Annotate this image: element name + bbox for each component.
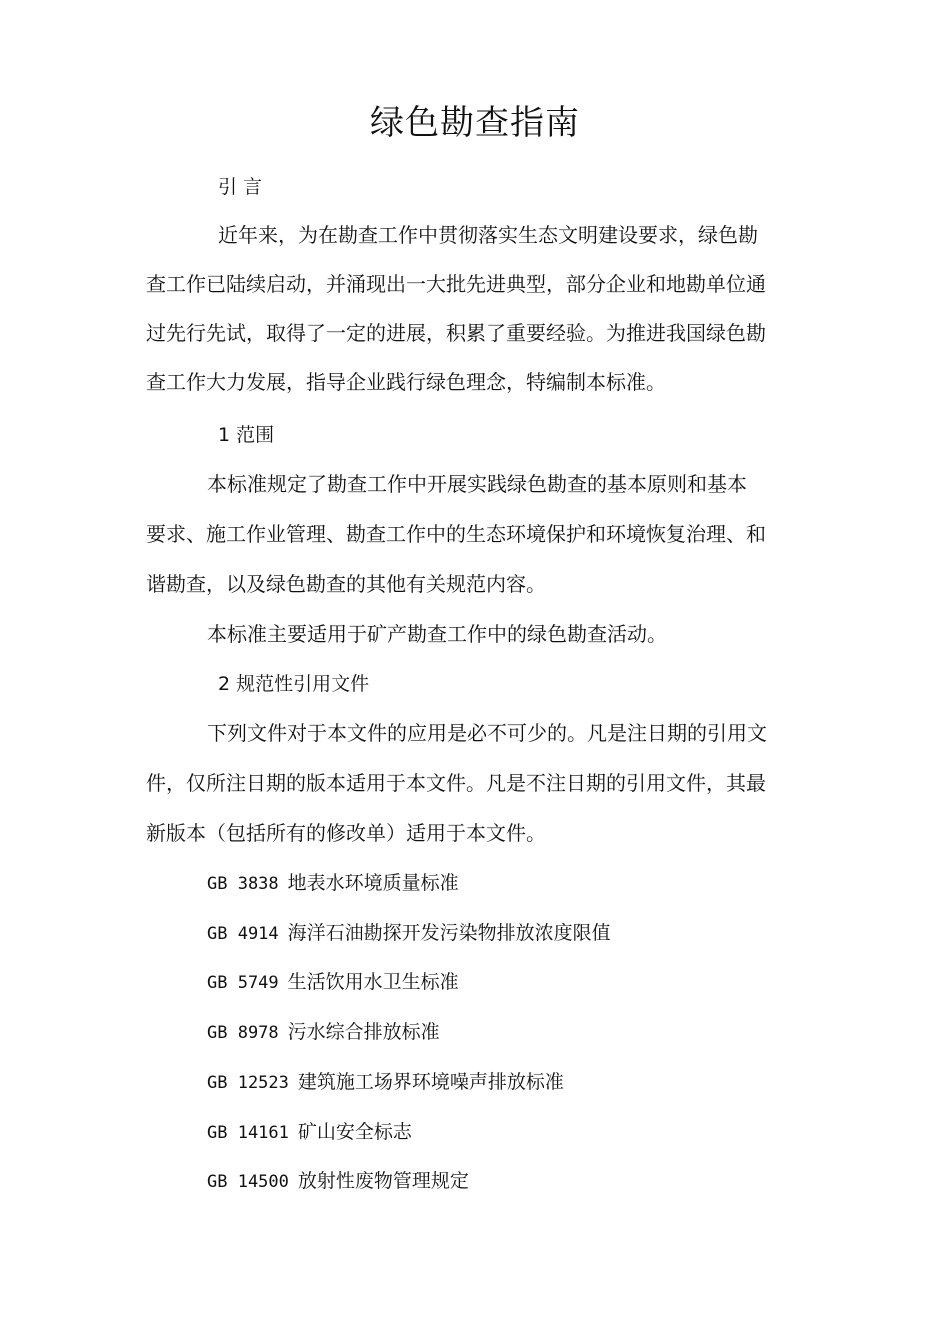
standard-code: GB 12523 [207,1073,289,1093]
standard-code: GB 8978 [207,1023,279,1043]
section-1-line-1: 本标准规定了勘查工作中开展实践绿色勘查的基本原则和基本 [207,472,747,496]
document-title: 绿色勘查指南 [370,103,580,143]
standard-item [207,1119,412,1146]
section-1-line-4: 本标准主要适用于矿产勘查工作中的绿色勘查活动。 [207,622,667,646]
intro-line-2: 查工作已陆续启动，并涌现出一大批先进典型，部分企业和地勘单位通 [146,272,766,296]
section-1-line-2: 要求、施工作业管理、勘查工作中的生态环境保护和环境恢复治理、和 [146,522,766,546]
standard-item [207,870,459,897]
standard-name: 污水综合排放标准 [287,1021,440,1043]
intro-line-3: 过先行先试，取得了一定的进展，积累了重要经验。为推进我国绿色勘 [146,321,766,345]
standard-name: 地表水环境质量标准 [287,872,459,894]
section-1-line-3: 谐勘查，以及绿色勘查的其他有关规范内容。 [146,572,546,596]
intro-line-1: 近年来，为在勘查工作中贯彻落实生态文明建设要求，绿色勘 [218,223,758,247]
standard-name: 建筑施工场界环境噪声排放标准 [297,1071,564,1093]
section-2-line-3: 新版本（包括所有的修改单）适用于本文件。 [146,821,546,845]
section-2-heading: 2 规范性引用文件 [218,673,370,695]
standard-item [207,969,459,996]
intro-heading: 引 言 [218,176,263,198]
section-2-line-1: 下列文件对于本文件的应用是必不可少的。凡是注日期的引用文 [207,721,767,745]
standard-code: GB 14500 [207,1172,289,1192]
section-2-line-2: 件，仅所注日期的版本适用于本文件。凡是不注日期的引用文件，其最 [146,771,766,795]
standard-item [207,1069,564,1096]
section-1-heading: 1 范围 [218,424,275,446]
intro-line-4: 查工作大力发展，指导企业践行绿色理念，特编制本标准。 [146,370,666,394]
standard-code: GB 5749 [207,973,279,993]
standard-item [207,1019,440,1046]
standard-code: GB 3838 [207,874,279,894]
standard-code: GB 4914 [207,924,279,944]
standard-code: GB 14161 [207,1123,289,1143]
standard-name: 生活饮用水卫生标准 [287,971,459,993]
standard-item [207,920,611,947]
standard-name: 放射性废物管理规定 [297,1170,469,1192]
standard-name: 矿山安全标志 [297,1121,412,1143]
standard-item [207,1168,469,1195]
standard-name: 海洋石油勘探开发污染物排放浓度限值 [287,922,611,944]
